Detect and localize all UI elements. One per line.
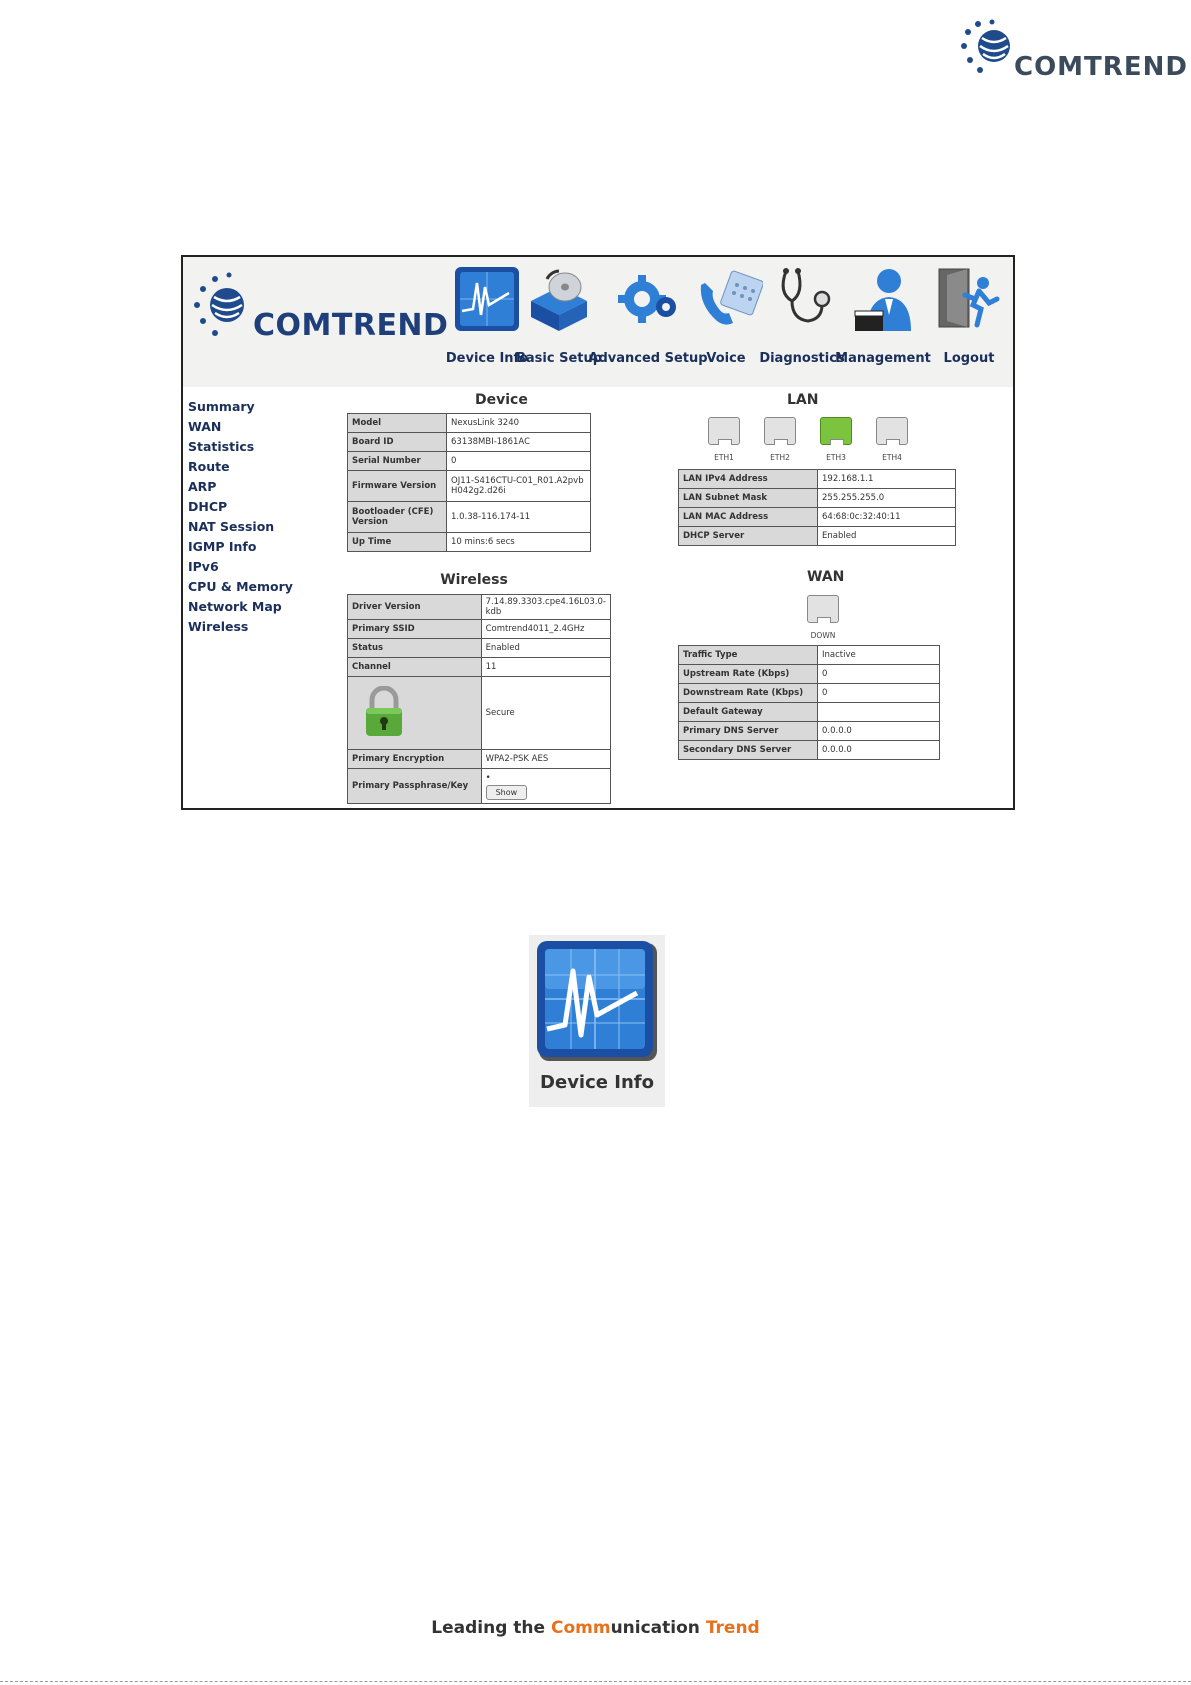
router-header <box>183 257 1013 387</box>
wireless-key: Primary Passphrase/Key <box>348 769 482 804</box>
device-key: Bootloader (CFE) Version <box>348 502 447 533</box>
sidebar-item-dhcp[interactable]: DHCP <box>188 499 228 514</box>
wireless-table <box>347 594 611 804</box>
router-screenshot <box>181 255 1015 810</box>
table-row <box>348 677 611 750</box>
table-row <box>348 452 591 471</box>
wireless-section-title: Wireless <box>440 572 508 588</box>
device-section-title: Device <box>475 392 528 408</box>
lan-port-eth4 <box>876 417 908 445</box>
lan-port-eth1 <box>708 417 740 445</box>
wan-key: Secondary DNS Server <box>679 741 818 760</box>
page-logo <box>958 16 1188 84</box>
lan-port-eth2 <box>764 417 796 445</box>
wireless-value: Secure <box>481 677 610 750</box>
router-brand <box>191 263 449 353</box>
diagnostics-icon <box>768 265 836 333</box>
table-row <box>348 769 611 804</box>
device-key: Firmware Version <box>348 471 447 502</box>
nav-advanced-setup[interactable] <box>588 265 708 366</box>
lan-key: LAN Subnet Mask <box>679 489 818 508</box>
lan-key: LAN IPv4 Address <box>679 470 818 489</box>
advanced-setup-icon <box>614 265 682 333</box>
nav-device-info-label: Device Info <box>445 351 529 366</box>
wireless-key: Status <box>348 639 482 658</box>
table-row <box>348 414 591 433</box>
nav-diagnostics-label: Diagnostics <box>759 351 845 366</box>
content-area <box>329 387 1013 810</box>
table-row <box>348 750 611 769</box>
device-info-icon <box>453 265 521 333</box>
wan-value <box>818 703 940 722</box>
wan-value: Inactive <box>818 646 940 665</box>
bottom-rule <box>0 1681 1191 1682</box>
wireless-value: Comtrend4011_2.4GHz <box>481 620 610 639</box>
table-row <box>348 433 591 452</box>
logout-icon <box>935 265 1003 333</box>
nav-logout[interactable] <box>935 265 1003 366</box>
footer-text-2: Comm <box>550 1618 611 1638</box>
nav-voice-label: Voice <box>706 351 746 366</box>
nav-management-label: Management <box>835 351 931 366</box>
footer-text-3: unication <box>610 1618 706 1638</box>
wan-value: 0 <box>818 684 940 703</box>
wireless-value: 7.14.89.3303.cpe4.16L03.0-kdb <box>481 595 610 620</box>
lan-value: Enabled <box>818 527 956 546</box>
sidebar-item-ipv6[interactable]: IPv6 <box>188 559 219 574</box>
wan-key: Upstream Rate (Kbps) <box>679 665 818 684</box>
lan-value: 64:68:0c:32:40:11 <box>818 508 956 527</box>
device-info-zoom <box>529 935 665 1107</box>
wan-key: Primary DNS Server <box>679 722 818 741</box>
sidebar-item-summary[interactable]: Summary <box>188 399 255 414</box>
nav-voice[interactable] <box>695 265 757 366</box>
device-key: Serial Number <box>348 452 447 471</box>
sidebar-item-route[interactable]: Route <box>188 459 230 474</box>
device-key: Up Time <box>348 533 447 552</box>
router-brand-text: COMTREND <box>253 308 449 343</box>
sidebar-item-cpu-memory[interactable]: CPU & Memory <box>188 579 293 594</box>
wan-table <box>678 645 940 760</box>
lan-table <box>678 469 956 546</box>
lan-port-label: ETH4 <box>882 453 902 462</box>
management-icon <box>849 265 917 333</box>
voice-icon <box>695 265 763 333</box>
sidebar-item-wan[interactable]: WAN <box>188 419 222 434</box>
device-info-icon <box>529 935 665 1067</box>
lan-port-label: ETH2 <box>770 453 790 462</box>
wireless-key: Channel <box>348 658 482 677</box>
nav-advanced-setup-label: Advanced Setup <box>588 351 708 366</box>
lan-value: 255.255.255.0 <box>818 489 956 508</box>
table-row <box>348 502 591 533</box>
lan-port-eth3 <box>820 417 852 445</box>
sidebar-item-network-map[interactable]: Network Map <box>188 599 282 614</box>
sidebar-item-nat-session[interactable]: NAT Session <box>188 519 275 534</box>
passphrase-value: • <box>485 772 491 783</box>
table-row <box>679 646 940 665</box>
comtrend-brand-icon <box>191 263 255 353</box>
device-value: 1.0.38-116.174-11 <box>447 502 591 533</box>
wireless-value: WPA2-PSK AES <box>481 750 610 769</box>
lan-port-label: ETH3 <box>826 453 846 462</box>
lan-value: 192.168.1.1 <box>818 470 956 489</box>
table-row <box>348 595 611 620</box>
nav-device-info[interactable] <box>445 265 529 366</box>
wireless-key: Driver Version <box>348 595 482 620</box>
wan-key: Downstream Rate (Kbps) <box>679 684 818 703</box>
device-key: Board ID <box>348 433 447 452</box>
table-row <box>348 620 611 639</box>
footer-text-1: Leading the <box>431 1618 551 1638</box>
lock-cell <box>348 677 482 750</box>
table-row <box>679 665 940 684</box>
sidebar-item-igmp-info[interactable]: IGMP Info <box>188 539 257 554</box>
table-row <box>679 684 940 703</box>
nav-basic-setup-label: Basic Setup <box>515 351 603 366</box>
sidebar <box>183 387 329 810</box>
table-row <box>348 533 591 552</box>
device-table <box>347 413 591 552</box>
nav-diagnostics[interactable] <box>759 265 845 366</box>
footer-text-4: Trend <box>705 1618 760 1638</box>
nav-management[interactable] <box>835 265 931 366</box>
table-row <box>348 471 591 502</box>
table-row <box>679 527 956 546</box>
table-row <box>679 470 956 489</box>
nav-logout-label: Logout <box>943 351 995 366</box>
device-info-zoom-label: Device Info <box>540 1072 654 1093</box>
lan-section-title: LAN <box>787 392 819 408</box>
wireless-key: Primary SSID <box>348 620 482 639</box>
device-value: 10 mins:6 secs <box>447 533 591 552</box>
table-row <box>679 489 956 508</box>
sidebar-item-wireless[interactable]: Wireless <box>188 619 249 634</box>
nav-basic-setup[interactable] <box>515 265 603 366</box>
table-row <box>679 722 940 741</box>
sidebar-item-statistics[interactable]: Statistics <box>188 439 255 454</box>
passphrase-cell <box>481 769 610 804</box>
device-value: OJ11-S416CTU-C01_R01.A2pvbH042g2.d26i <box>447 471 591 502</box>
device-value: 0 <box>447 452 591 471</box>
wireless-value: 11 <box>481 658 610 677</box>
sidebar-item-arp[interactable]: ARP <box>188 479 217 494</box>
device-value: NexusLink 3240 <box>447 414 591 433</box>
lock-icon <box>362 686 406 738</box>
table-row <box>679 741 940 760</box>
wan-key: Default Gateway <box>679 703 818 722</box>
show-passphrase-button[interactable]: Show <box>486 785 528 800</box>
lan-port-label: ETH1 <box>714 453 734 462</box>
wan-port-label: DOWN <box>810 631 836 640</box>
wan-port <box>807 595 839 623</box>
page-footer <box>0 1618 1191 1638</box>
wan-section-title: WAN <box>807 569 845 585</box>
wireless-key: Primary Encryption <box>348 750 482 769</box>
comtrend-logo-icon <box>958 16 1016 84</box>
device-key: Model <box>348 414 447 433</box>
wan-value: 0.0.0.0 <box>818 741 940 760</box>
wan-key: Traffic Type <box>679 646 818 665</box>
table-row <box>348 658 611 677</box>
lan-key: LAN MAC Address <box>679 508 818 527</box>
table-row <box>679 703 940 722</box>
wireless-value: Enabled <box>481 639 610 658</box>
table-row <box>679 508 956 527</box>
table-row <box>348 639 611 658</box>
page-logo-text: COMTREND <box>1014 52 1188 82</box>
lan-key: DHCP Server <box>679 527 818 546</box>
wan-value: 0 <box>818 665 940 684</box>
basic-setup-icon <box>525 265 593 333</box>
wan-value: 0.0.0.0 <box>818 722 940 741</box>
device-value: 63138MBI-1861AC <box>447 433 591 452</box>
